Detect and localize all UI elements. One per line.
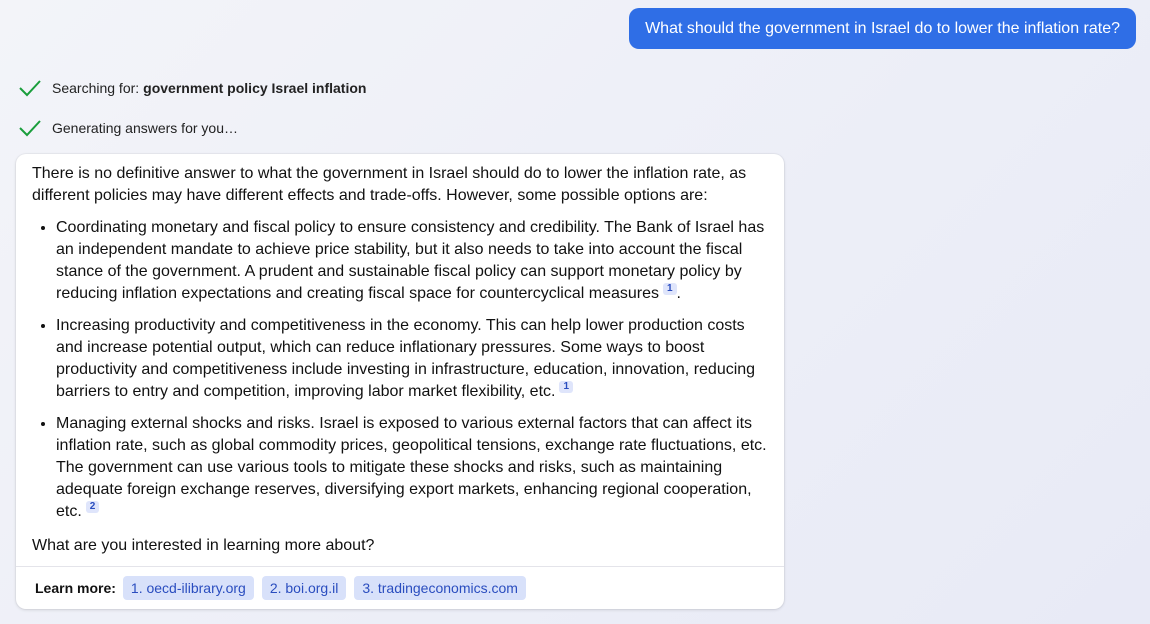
source-link-tradingeconomics[interactable]: 3. tradingeconomics.com <box>354 576 526 600</box>
status-generating <box>18 118 238 138</box>
answer-closing: What are you interested in learning more about? <box>32 537 375 554</box>
answer-bullet-list <box>32 217 768 523</box>
citation-badge[interactable]: 2 <box>86 501 100 513</box>
answer-bullet <box>56 315 768 403</box>
learn-more-label: Learn more: <box>35 580 116 596</box>
status-prefix: Searching for: <box>52 80 140 96</box>
check-icon <box>18 78 42 98</box>
answer-bullet <box>56 217 768 305</box>
answer-intro: There is no definitive answer to what the government in Israel should do to lower the inflation rate, as different policies may have different effects and trade-offs. However, some possible options are: <box>32 165 747 204</box>
answer-card <box>16 154 784 609</box>
answer-body <box>16 154 784 557</box>
status-searching <box>18 78 366 98</box>
source-link-oecd[interactable]: 1. oecd-ilibrary.org <box>123 576 254 600</box>
search-query: government policy Israel inflation <box>143 80 367 96</box>
status-prefix: Generating answers for you… <box>52 120 238 136</box>
source-link-boi[interactable]: 2. boi.org.il <box>262 576 346 600</box>
check-icon <box>18 118 42 138</box>
citation-badge[interactable]: 1 <box>559 381 573 393</box>
bullet-text: Increasing productivity and competitiveness in the economy. This can help lower production costs and increase potential output, which can reduce inflationary pressures. Some ways to boost productivity and competitiveness include investing in infrastructure, education, innovation, reducing barriers to entry and competition, improving labor market flexibility, etc. <box>56 317 756 400</box>
bullet-text: Managing external shocks and risks. Israel is exposed to various external factors that can affect its inflation rate, such as global commodity prices, geopolitical tensions, exchange rate fluctuations, etc. The government can use various tools to mitigate these shocks and risks, such as maintaining adequate foreign exchange reserves, diversifying export markets, enhancing regional cooperation, etc. <box>56 415 767 520</box>
learn-more-bar <box>16 566 784 609</box>
bullet-tail: . <box>676 285 681 302</box>
user-message-bubble: What should the government in Israel do to lower the inflation rate? <box>629 8 1136 49</box>
bullet-text: Coordinating monetary and fiscal policy to ensure consistency and credibility. The Bank of Israel has an independent mandate to achieve price stability, but it also needs to take into account the fiscal stance of the government. A prudent and sustainable fiscal policy can support monetary policy by reducing inflation expectations and creating fiscal space for countercyclical measures <box>56 219 765 302</box>
answer-bullet <box>56 413 768 523</box>
citation-badge[interactable]: 1 <box>663 283 677 295</box>
